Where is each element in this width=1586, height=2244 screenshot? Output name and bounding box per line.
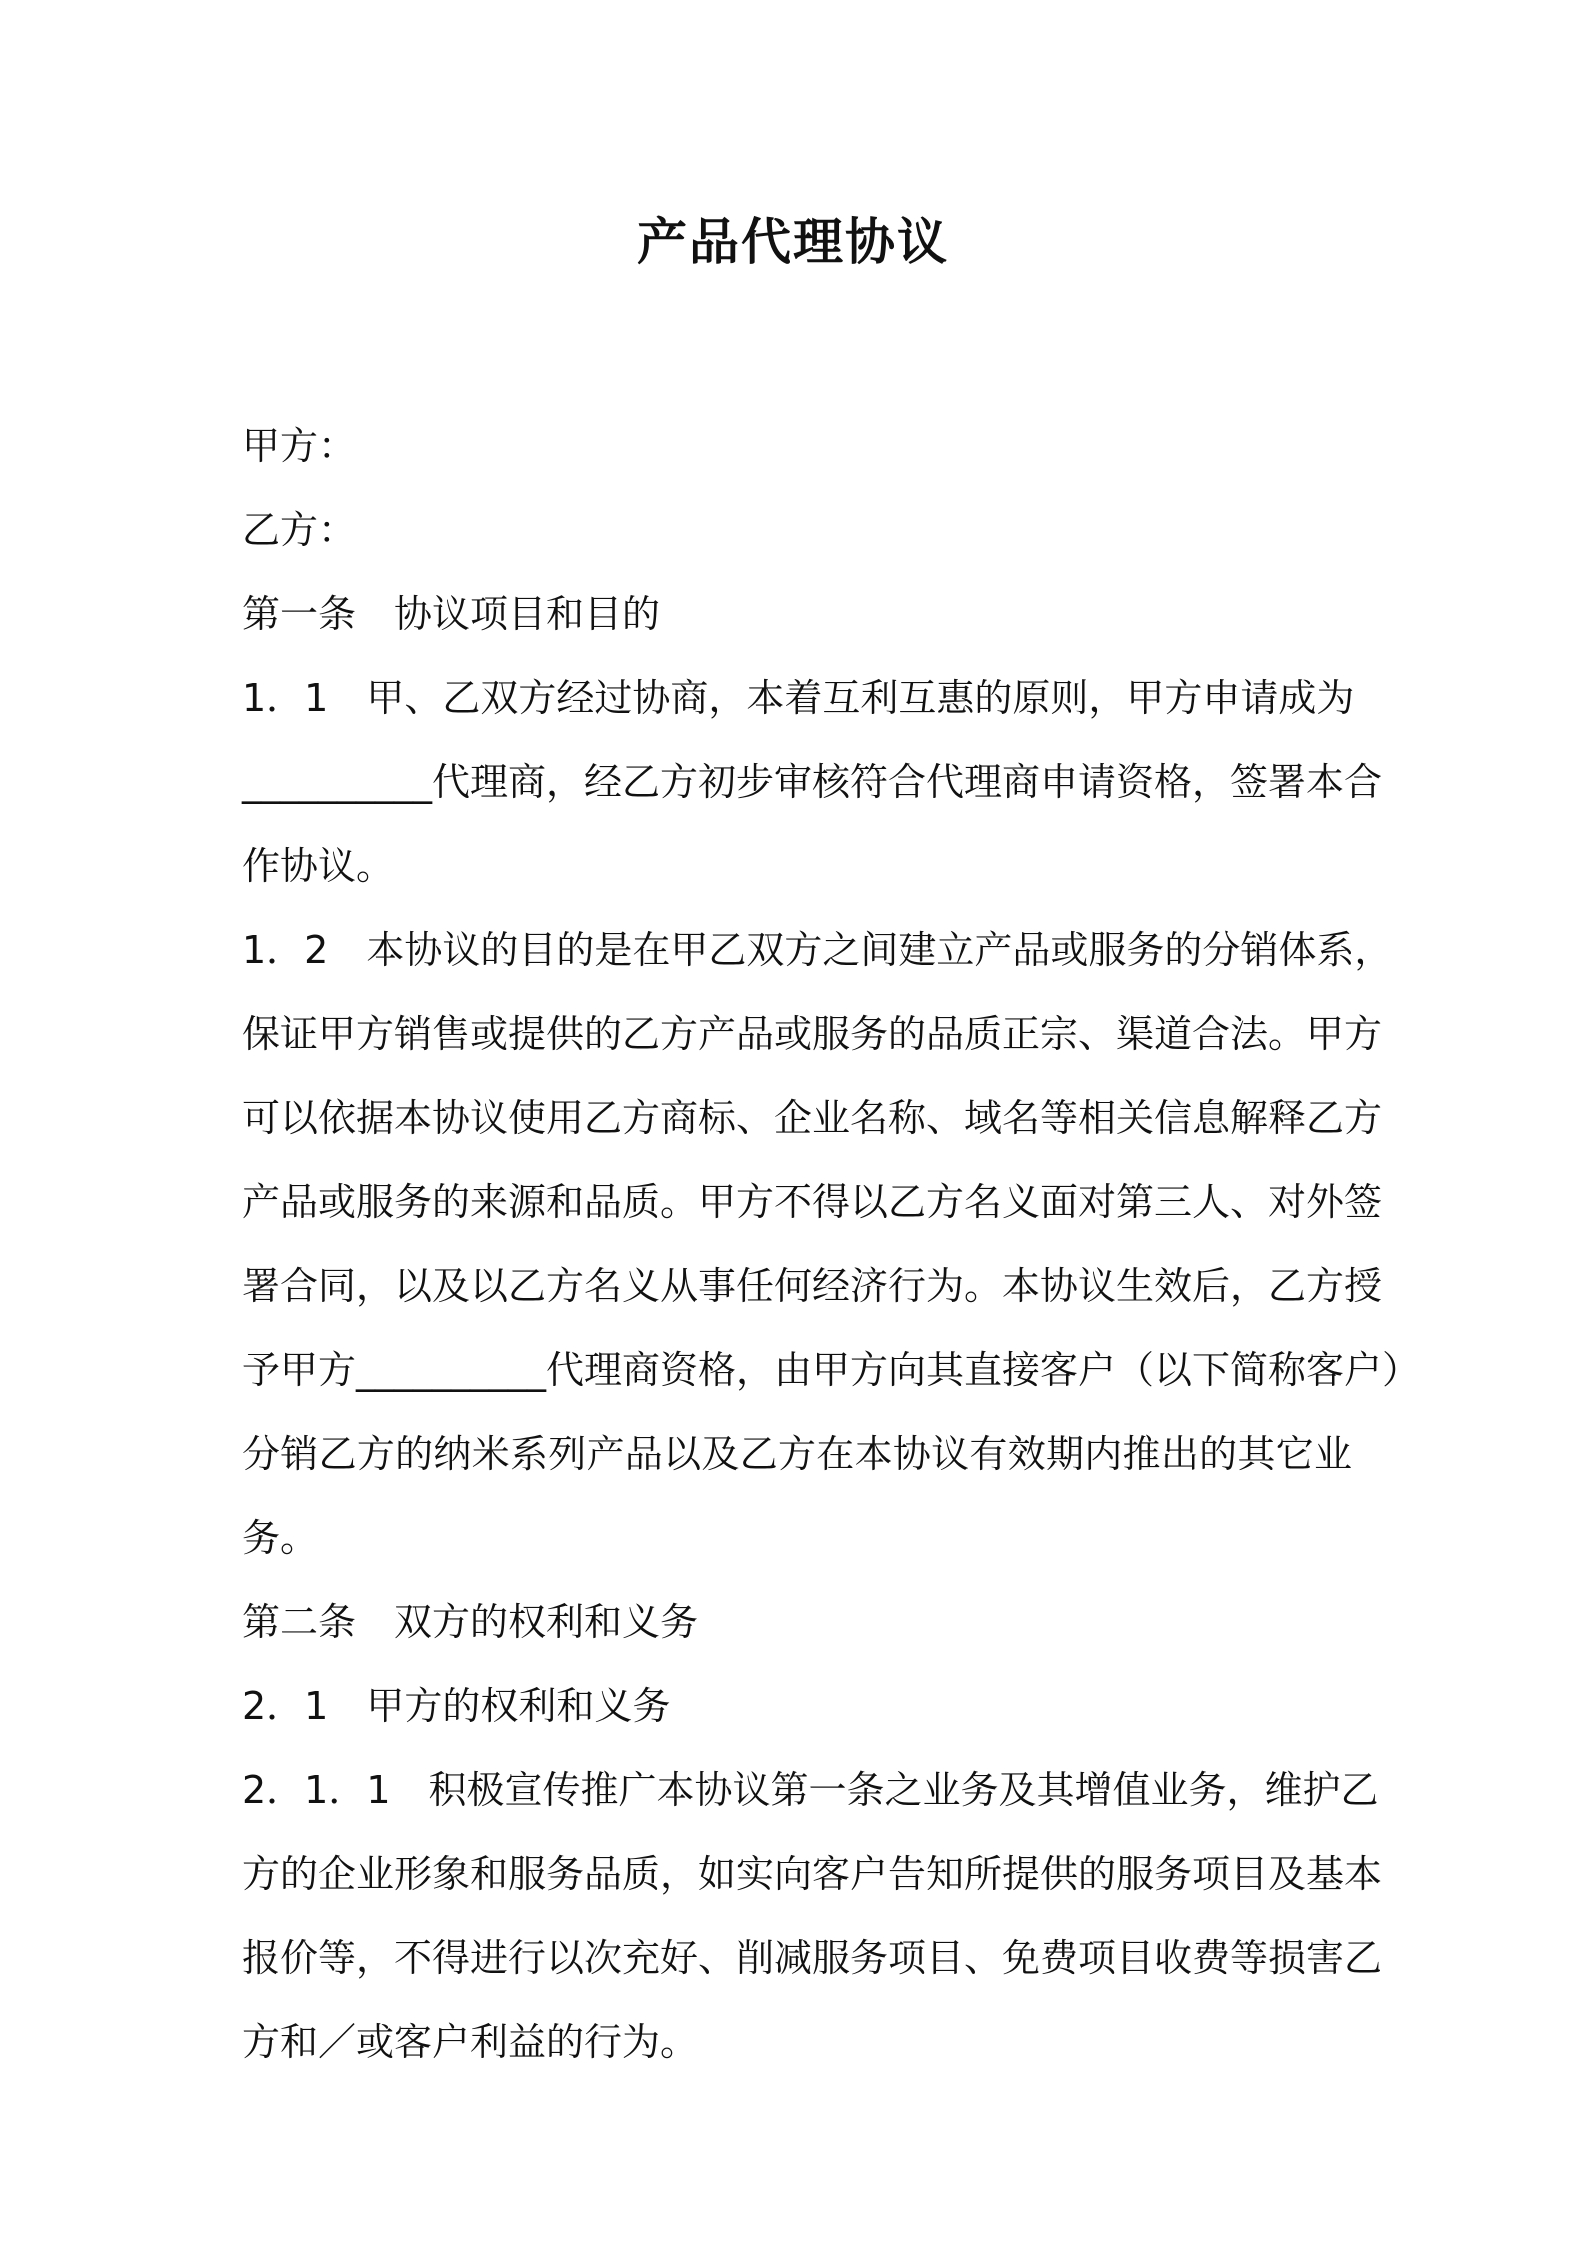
article-1-heading: 第一条 协议项目和目的 [242,592,661,636]
paragraph-line: 署合同，以及以乙方名义从事任何经济行为。本协议生效后，乙方授 [242,1264,1383,1308]
paragraph-line: __________代理商，经乙方初步审核符合代理商申请资格，签署本合 [242,760,1383,804]
paragraph-line: 2．1．1 积极宣传推广本协议第一条之业务及其增值业务，维护乙 [242,1768,1379,1812]
paragraph-line: 1．1 甲、乙双方经过协商，本着互利互惠的原则，甲方申请成为 [242,676,1355,720]
paragraph-line: 分销乙方的纳米系列产品以及乙方在本协议有效期内推出的其它业 [242,1432,1352,1476]
paragraph-line: 方的企业形象和服务品质，如实向客户告知所提供的服务项目及基本 [242,1852,1383,1896]
document-body [242,404,1421,2084]
paragraph-line: 保证甲方销售或提供的乙方产品或服务的品质正宗、渠道合法。甲方 [242,1012,1383,1056]
paragraph-line: 务。 [242,1516,319,1560]
document-title: 产品代理协议 [637,213,949,271]
party-b-line: 乙方： [242,508,357,552]
section-2-1-heading: 2．1 甲方的权利和义务 [242,1684,671,1728]
paragraph-line: 方和／或客户利益的行为。 [242,2020,699,2064]
article-2-heading: 第二条 双方的权利和义务 [242,1600,699,1644]
paragraph-line: 报价等，不得进行以次充好、削减服务项目、免费项目收费等损害乙 [242,1936,1383,1980]
paragraph-line: 予甲方__________代理商资格，由甲方向其直接客户（以下简称客户） [242,1348,1421,1392]
paragraph-line: 产品或服务的来源和品质。甲方不得以乙方名义面对第三人、对外签 [242,1180,1383,1224]
paragraph-line: 1．2 本协议的目的是在甲乙双方之间建立产品或服务的分销体系， [242,928,1393,972]
paragraph-line: 作协议。 [242,844,395,888]
paragraph-line: 可以依据本协议使用乙方商标、企业名称、域名等相关信息解释乙方 [242,1096,1383,1140]
party-a-line: 甲方： [242,424,357,468]
